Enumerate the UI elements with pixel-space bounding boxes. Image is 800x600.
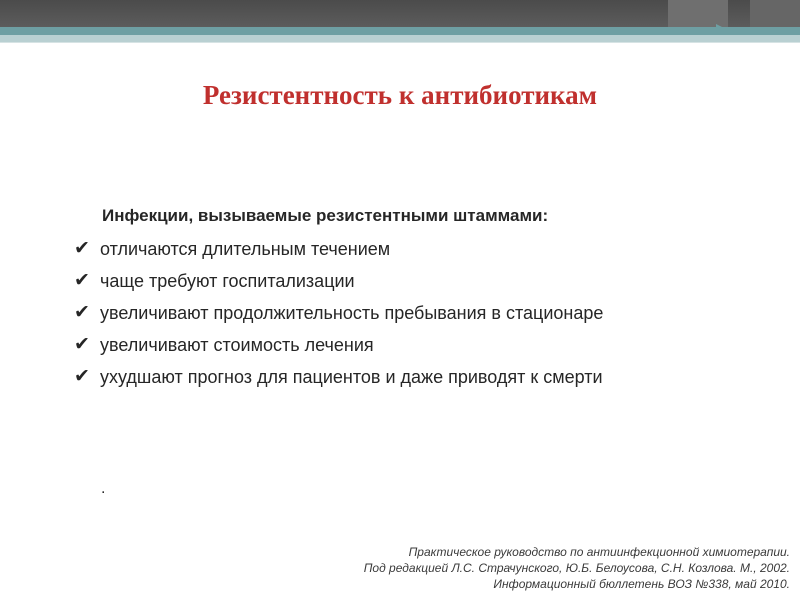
header-band-line	[0, 42, 800, 43]
bullet-text: ухудшают прогноз для пациентов и даже приводят к смерти	[100, 367, 603, 387]
header-bar	[0, 0, 800, 27]
header-band-light	[0, 35, 800, 42]
bullet-text: чаще требуют госпитализации	[100, 271, 355, 291]
bullet-text: увеличивают стоимость лечения	[100, 335, 374, 355]
list-item	[74, 268, 714, 294]
reference-line: Практическое руководство по антиинфекционной химиотерапии.	[408, 545, 790, 559]
header-highlight	[668, 0, 728, 27]
header-highlight	[750, 0, 800, 27]
reference-line: Под редакцией Л.С. Страчунского, Ю.Б. Белоусова, С.Н. Козлова. М., 2002.	[363, 561, 790, 575]
checkmark-icon: ✔	[74, 270, 90, 291]
bullet-text: отличаются длительным течением	[100, 239, 391, 259]
header-band-teal	[0, 27, 800, 35]
list-item	[74, 300, 714, 326]
checkmark-icon: ✔	[74, 334, 90, 355]
list-item	[74, 332, 714, 358]
bullet-text: увеличивают продолжительность пребывания в стационаре	[100, 303, 604, 323]
intro-heading: Инфекции, вызываемые резистентными штаммами:	[102, 206, 549, 225]
stray-dot: .	[101, 480, 106, 497]
references	[364, 544, 790, 592]
checkmark-icon: ✔	[74, 366, 90, 387]
header-arrow-icon	[716, 24, 726, 34]
bullet-list	[74, 236, 714, 396]
reference-line: Информационный бюллетень ВОЗ №338, май 2010.	[493, 577, 790, 591]
slide-title: Резистентность к антибиотикам	[202, 80, 598, 110]
list-item	[74, 364, 714, 390]
list-item	[74, 236, 714, 262]
checkmark-icon: ✔	[74, 238, 90, 259]
checkmark-icon: ✔	[74, 302, 90, 323]
